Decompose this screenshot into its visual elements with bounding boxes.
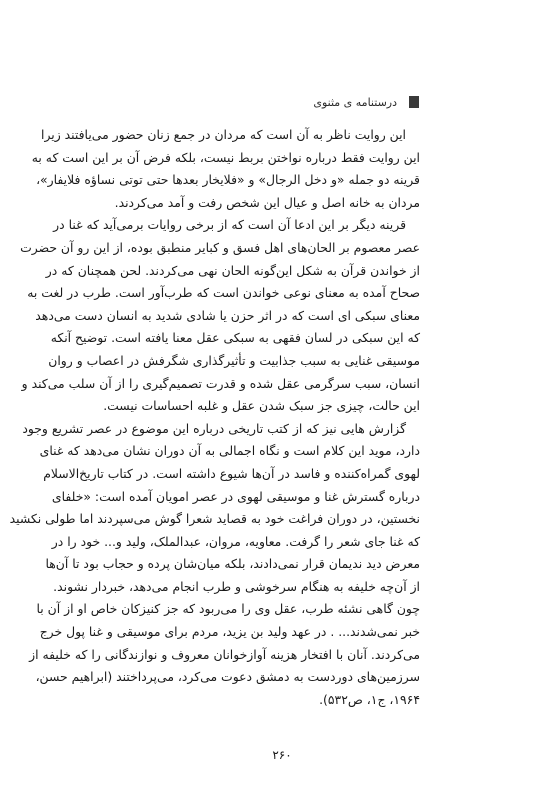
text-line: درباره گسترش غنا و موسیقی لهوی در عصر امویان آمده است: «خلفای [51, 488, 420, 504]
text-line: دارد، موید این کلام است و نگاه اجمالی به آن دوران نشان می‌دهد که غنای [39, 443, 420, 459]
text-line: معرض دید ندیمان قرار نمی‌دادند، بلکه میان‌شان پرده و حجاب بود تا آن‌ها [45, 556, 420, 572]
text-line: مردان به خانه اصل و عیال این شخص رفت و آمد می‌کردند. [114, 194, 420, 210]
text-line: عصر معصوم بر الحان‌های اهل فسق و کبایر منطبق بوده، از این رو آن حضرت [20, 239, 420, 255]
text-line: قرینه دیگر بر این ادعا آن است که از برخی روایات برمی‌آید که غنا در [53, 217, 406, 233]
text-line: نخستین، در دوران فراغت خود به قصاید شعرا گوش می‌سپردند اما طولی نکشید [9, 511, 420, 527]
text-line: معنای سبکی ای است که در اثر حزن یا شادی شدید به انسان دست می‌دهد [35, 307, 420, 323]
running-title: درستنامه ی مثنوی [313, 96, 397, 109]
text-line: سرزمین‌های دوردست به دمشق دعوت می‌کرد، می‌پرداختند (ابراهیم حسن، [35, 669, 420, 685]
running-header [142, 96, 419, 114]
header-marker-icon [409, 96, 419, 108]
text-line: ۱۹۶۴، ج۱، ص۵۳۲). [319, 691, 420, 707]
text-line: چون گاهی نشئه طرب، عقل وی را می‌ربود که جز کنیزکان خاص او از آن با [36, 601, 420, 617]
page-number: ۲۶۰ [272, 748, 292, 762]
text-line: می‌کردند. آنان با افتخار هزینه آوازخوانان معروف و نوازندگانی را که خلیفه از [29, 646, 420, 662]
text-line: گزارش هایی نیز که از کتب تاریخی درباره این موضوع در عصر تشریع وجود [22, 420, 406, 436]
text-line: که غنا جای شعر را گرفت. معاویه، مروان، عبدالملک، ولید و... خود را در [51, 533, 420, 549]
text-line: این روایت ناظر به آن است که مردان در جمع زنان حضور می‌یافتند زیرا [41, 127, 406, 142]
text-line: خبر نمی‌شدند... . در عهد ولید بن یزید، مردم برای موسیقی و غنا پول خرج [39, 624, 420, 640]
text-line: این حالت، چیزی جز سبک شدن عقل و غلبه احساسات نیست. [103, 398, 420, 414]
text-line: از خواندن قرآن به شکل این‌گونه الحان نهی می‌کردند. لحن همچنان که در [45, 262, 420, 278]
text-line: صحاح آمده به معنای نوعی خواندن است که طرب‌آور است. طرب در لغت به [27, 285, 420, 301]
body-text [9, 124, 420, 711]
text-line: از آن‌چه خلیفه به هنگام سرخوشی و طرب انجام می‌دهد، خبردار نشوند. [53, 578, 420, 594]
text-line: این روایت فقط درباره نواختن بربط نیست، بلکه فرض آن بر این است که به [31, 149, 420, 165]
text-line: موسیقی غنایی به سبب جذابیت و تأثیرگذاری شگرفش در اعصاب و روان [48, 352, 420, 368]
text-line: انسان، سبب سرگرمی عقل شده و قدرت تصمیم‌گیری را از آن سلب می‌کند و [21, 375, 420, 391]
text-line: لهوی گمراه‌کننده و فاسد در آن‌ها شیوع داشته است. در کتاب تاریخ‌الاسلام [43, 465, 420, 481]
text-line: که این سبکی در لسان فقهی به سبکی عقل معنا یافته است. توضیح آنکه [50, 330, 420, 346]
text-line: قرینه دو جمله «و دخل الرجال» و «فلایخار بعدها حتی توتی نساؤه فلایفار»، [36, 172, 420, 188]
